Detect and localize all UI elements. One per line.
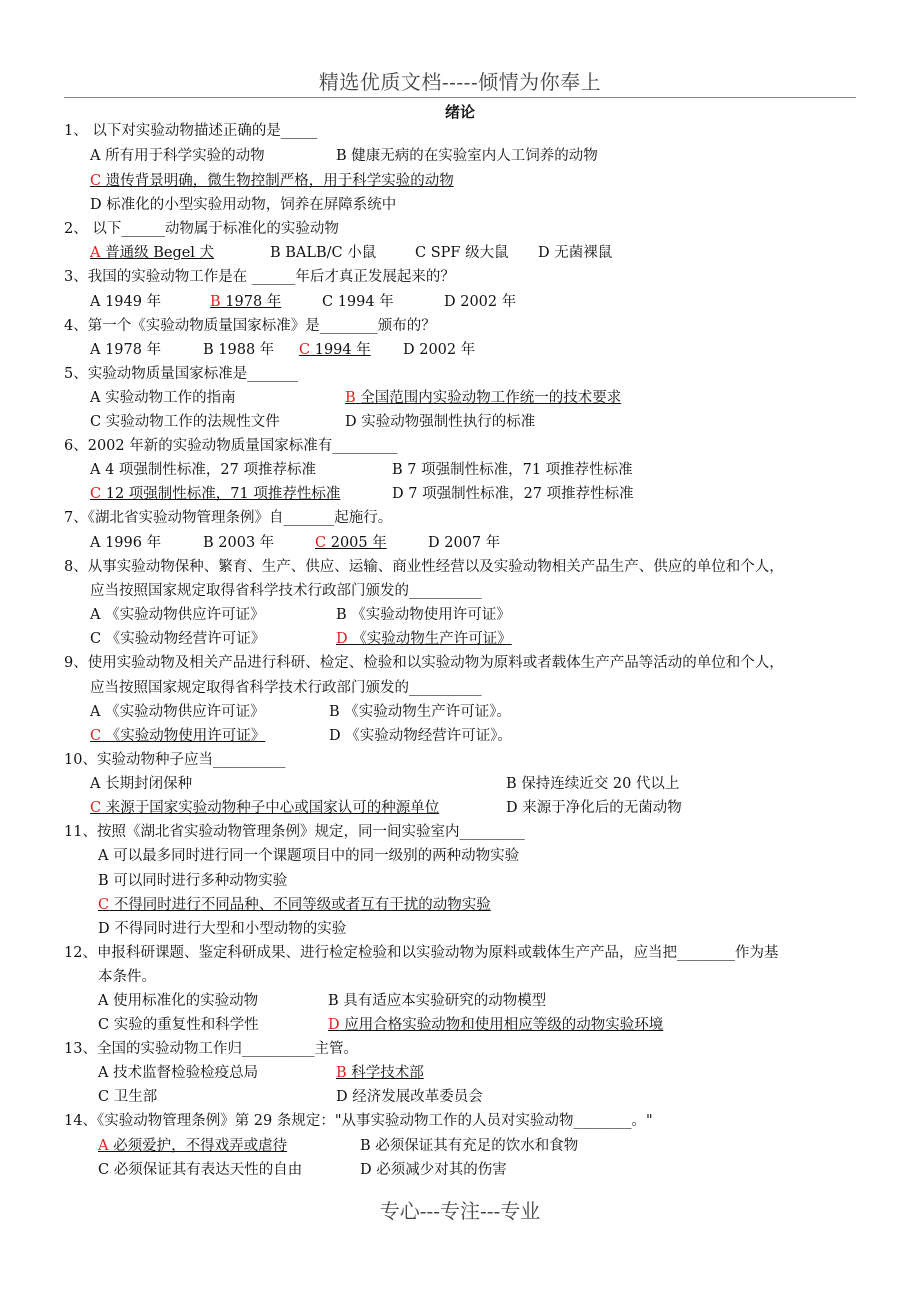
- question-10: 10、实验动物种子应当__________: [64, 752, 286, 768]
- question-6: 6、2002 年新的实验动物质量国家标准有_________: [64, 438, 398, 454]
- q4-option-d: D 2002 年: [403, 342, 476, 358]
- question-8-cont: 应当按照国家规定取得省科学技术行政部门颁发的__________: [90, 583, 482, 599]
- q3-option-b-answer: B 1978 年: [210, 294, 282, 310]
- q13-option-a: A 技术监督检验检疫总局: [98, 1065, 259, 1081]
- q11-option-c-answer: C 不得同时进行不同品种、不同等级或者互有干扰的动物实验: [98, 897, 491, 913]
- section-title: 绪论: [444, 103, 475, 121]
- q10-option-d: D 来源于净化后的无菌动物: [506, 800, 682, 816]
- question-1: 1、 以下对实验动物描述正确的是_____: [64, 123, 318, 139]
- q11-option-d: D 不得同时进行大型和小型动物的实验: [98, 921, 347, 937]
- q8-option-d-answer: D 《实验动物生产许可证》: [336, 631, 512, 647]
- q14-option-a-answer: A 必须爱护，不得戏弄或虐待: [98, 1138, 288, 1154]
- q4-option-a: A 1978 年: [90, 342, 162, 358]
- question-12-cont: 本条件。: [98, 969, 156, 985]
- question-9-cont: 应当按照国家规定取得省科学技术行政部门颁发的__________: [90, 680, 482, 696]
- question-3: 3、我国的实验动物工作是在 ______年后才真正发展起来的？: [64, 269, 455, 285]
- page-header: 精选优质文档-----倾情为你奉上: [318, 70, 602, 94]
- q14-option-c: C 必须保证其有表达天性的自由: [98, 1162, 303, 1178]
- q9-option-b: B 《实验动物生产许可证》。: [329, 704, 512, 720]
- q5-option-b-answer: B 全国范围内实验动物工作统一的技术要求: [345, 390, 622, 406]
- q5-option-d: D 实验动物强制性执行的标准: [345, 414, 536, 430]
- q3-option-c: C 1994 年: [322, 294, 394, 310]
- question-11: 11、按照《湖北省实验动物管理条例》规定，同一间实验室内_________: [64, 824, 525, 840]
- q12-option-c: C 实验的重复性和科学性: [98, 1017, 259, 1033]
- page-footer: 专心---专注---专业: [379, 1199, 541, 1223]
- header-divider: [64, 97, 856, 98]
- q14-option-d: D 必须减少对其的伤害: [360, 1162, 507, 1178]
- question-7: 7、《湖北省实验动物管理条例》自_______起施行。: [64, 510, 393, 526]
- q2-option-a-answer: A 普通级 Begel 犬: [90, 245, 215, 261]
- q4-option-b: B 1988 年: [203, 342, 275, 358]
- q8-option-c: C 《实验动物经营许可证》: [90, 631, 266, 647]
- q10-option-b: B 保持连续近交 20 代以上: [506, 776, 680, 792]
- q5-option-c: C 实验动物工作的法规性文件: [90, 414, 280, 430]
- q6-option-a: A 4 项强制性标准，27 项推荐标准: [90, 462, 316, 478]
- q1-option-a: A 所有用于科学实验的动物: [90, 148, 265, 164]
- q2-option-c: C SPF 级大鼠: [415, 245, 509, 261]
- question-13: 13、全国的实验动物工作归__________主管。: [64, 1041, 358, 1057]
- q3-option-a: A 1949 年: [90, 294, 162, 310]
- q13-option-d: D 经济发展改革委员会: [336, 1089, 483, 1105]
- q3-option-d: D 2002 年: [444, 294, 517, 310]
- q2-option-b: B BALB/C 小鼠: [270, 245, 377, 261]
- q8-option-a: A 《实验动物供应许可证》: [90, 607, 265, 623]
- q13-option-b-answer: B 科学技术部: [336, 1065, 424, 1081]
- question-5: 5、实验动物质量国家标准是_______: [64, 366, 298, 382]
- q7-option-c-answer: C 2005 年: [315, 535, 387, 551]
- q9-option-a: A 《实验动物供应许可证》: [90, 704, 265, 720]
- question-14: 14、《实验动物管理条例》第 29 条规定："从事实验动物工作的人员对实验动物________。": [64, 1113, 653, 1129]
- q12-option-d-answer: D 应用合格实验动物和使用相应等级的动物实验环境: [328, 1017, 664, 1033]
- q6-option-c-answer: C 12 项强制性标准，71 项推荐性标准: [90, 486, 341, 502]
- q14-option-b: B 必须保证其有充足的饮水和食物: [360, 1138, 579, 1154]
- q9-option-c-answer: C 《实验动物使用许可证》: [90, 728, 266, 744]
- q2-option-d: D 无菌裸鼠: [538, 245, 613, 261]
- question-8: 8、从事实验动物保种、繁育、生产、供应、运输、商业性经营以及实验动物相关产品生产、供应的单位和个人，: [64, 559, 784, 575]
- q1-option-d: D 标准化的小型实验用动物，饲养在屏障系统中: [90, 197, 397, 213]
- q12-option-b: B 具有适应本实验研究的动物模型: [328, 993, 547, 1009]
- q7-option-a: A 1996 年: [90, 535, 162, 551]
- question-2: 2、 以下______动物属于标准化的实验动物: [64, 221, 339, 237]
- q5-option-a: A 实验动物工作的指南: [90, 390, 236, 406]
- q1-option-b: B 健康无病的在实验室内人工饲养的动物: [336, 148, 598, 164]
- q1-option-c-answer: C 遗传背景明确，微生物控制严格，用于科学实验的动物: [90, 173, 454, 189]
- question-12: 12、申报科研课题、鉴定科研成果、进行检定检验和以实验动物为原料或载体生产产品，应当把________作为基: [64, 945, 779, 961]
- q11-option-a: A 可以最多同时进行同一个课题项目中的同一级别的两种动物实验: [98, 848, 520, 864]
- question-4: 4、第一个《实验动物质量国家标准》是________颁布的？: [64, 318, 436, 334]
- q8-option-b: B 《实验动物使用许可证》: [336, 607, 511, 623]
- q6-option-d: D 7 项强制性标准，27 项推荐性标准: [392, 486, 634, 502]
- q11-option-b: B 可以同时进行多种动物实验: [98, 873, 288, 889]
- q10-option-c-answer: C 来源于国家实验动物种子中心或国家认可的种源单位: [90, 800, 440, 816]
- q13-option-c: C 卫生部: [98, 1089, 158, 1105]
- q4-option-c-answer: C 1994 年: [299, 342, 371, 358]
- q7-option-b: B 2003 年: [203, 535, 275, 551]
- q10-option-a: A 长期封闭保种: [90, 776, 193, 792]
- q6-option-b: B 7 项强制性标准，71 项推荐性标准: [392, 462, 633, 478]
- q9-option-d: D 《实验动物经营许可证》。: [329, 728, 512, 744]
- q7-option-d: D 2007 年: [428, 535, 501, 551]
- q12-option-a: A 使用标准化的实验动物: [98, 993, 259, 1009]
- question-9: 9、使用实验动物及相关产品进行科研、检定、检验和以实验动物为原料或者载体生产产品等活动的单位和个人，: [64, 655, 784, 671]
